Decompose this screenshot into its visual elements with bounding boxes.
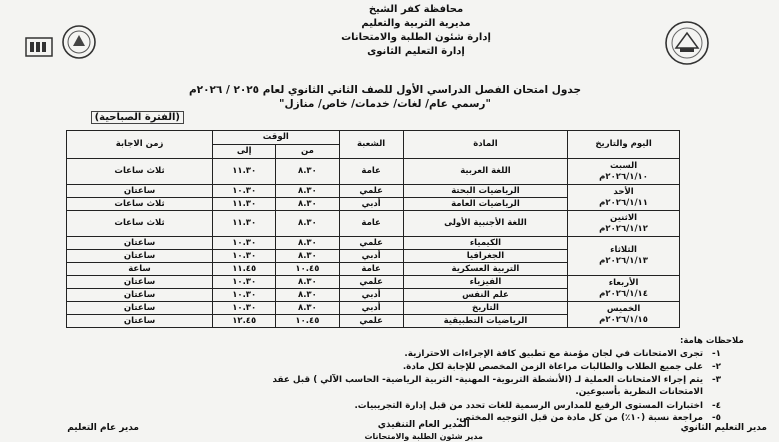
division-cell: علمي bbox=[339, 276, 403, 289]
notes-title: ملاحظات هامة: bbox=[680, 336, 744, 346]
division-cell: أدبي bbox=[339, 302, 403, 315]
signature-title: المدير العام التنفيذي bbox=[377, 420, 470, 430]
division-cell: علمي bbox=[339, 237, 403, 250]
document-title: جدول امتحان الفصل الدراسي الأول للصف الثاني الثانوي لعام ٢٠٢٥ / ٢٠٢٦م bbox=[188, 84, 582, 96]
duration-cell: ساعتان bbox=[67, 237, 213, 250]
header-division: الشعبة bbox=[339, 131, 403, 159]
header-line: إدارة التعليم الثانوى bbox=[367, 46, 465, 57]
subject-cell: الكيمياء bbox=[403, 237, 567, 250]
day-cell bbox=[568, 237, 680, 276]
note-item bbox=[404, 349, 721, 359]
table-row bbox=[67, 302, 680, 315]
duration-cell: ساعتان bbox=[67, 289, 213, 302]
to-cell: ١٠.٣٠ bbox=[213, 185, 276, 198]
day-date: ٢٠٢٦/١/١٣م bbox=[599, 256, 648, 266]
division-cell: أدبي bbox=[339, 198, 403, 211]
table-row bbox=[67, 276, 680, 289]
day-name: الاثنين bbox=[610, 212, 638, 223]
note-text: تجرى الامتحانات في لجان مؤمنة مع تطبيق كافة الإجراءات الاحترازية. bbox=[404, 349, 703, 359]
note-text: يتم إجراء الامتحانات العملية لـ (الأنشطة التربوية- المهنية- التربية الرياضية- الحاسب الآلي ) قبل عقد bbox=[272, 375, 703, 385]
document-subtitle: "رسمي عام/ لغات/ خدمات/ خاص/ منازل" bbox=[279, 98, 491, 110]
to-cell: ١٢.٤٥ bbox=[213, 315, 276, 328]
note-number: ٢- bbox=[711, 362, 721, 372]
header-time: الوقت bbox=[213, 131, 339, 145]
from-cell: ٨.٣٠ bbox=[276, 276, 339, 289]
note-number: ٥- bbox=[711, 413, 721, 423]
subject-cell: الفيزياء bbox=[403, 276, 567, 289]
day-cell bbox=[568, 276, 680, 302]
note-text: الامتحانات النظرية بأسبوعين. bbox=[575, 387, 703, 397]
from-cell: ٨.٣٠ bbox=[276, 198, 339, 211]
day-date: ٢٠٢٦/١/١٢م bbox=[599, 223, 648, 234]
subject-cell: علم النفس bbox=[403, 289, 567, 302]
division-cell: أدبي bbox=[339, 250, 403, 263]
subject-cell: اللغة العربية bbox=[403, 159, 567, 185]
note-text: مراجعة نسبة (١٠٪) من كل مادة من قبل التوجيه المختص. bbox=[455, 413, 703, 423]
ministry-logo bbox=[24, 24, 98, 60]
to-cell: ١١.٤٥ bbox=[213, 263, 276, 276]
header-subject: المادة bbox=[403, 131, 567, 159]
day-name: الخميس bbox=[606, 303, 641, 314]
to-cell: ١٠.٣٠ bbox=[213, 302, 276, 315]
to-cell: ١١.٣٠ bbox=[213, 159, 276, 185]
header-block bbox=[311, 3, 521, 59]
division-cell: عامة bbox=[339, 211, 403, 237]
table-row bbox=[67, 185, 680, 198]
header-line: مديرية التربية والتعليم bbox=[361, 18, 471, 29]
to-cell: ١١.٣٠ bbox=[213, 198, 276, 211]
duration-cell: ساعتان bbox=[67, 276, 213, 289]
subject-cell: اللغة الأجنبية الأولى bbox=[403, 211, 567, 237]
day-date: ٢٠٢٦/١/١١م bbox=[599, 197, 648, 208]
table-row bbox=[67, 159, 680, 185]
from-cell: ١٠.٤٥ bbox=[276, 263, 339, 276]
period-label: (الفترة الصباحية) bbox=[91, 111, 184, 124]
note-number: ١- bbox=[711, 349, 721, 359]
to-cell: ١٠.٣٠ bbox=[213, 237, 276, 250]
subject-cell: التاريخ bbox=[403, 302, 567, 315]
duration-cell: ساعتان bbox=[67, 185, 213, 198]
day-date: ٢٠٢٦/١/١٤م bbox=[599, 288, 648, 299]
exam-schedule-table bbox=[66, 130, 680, 328]
from-cell: ٨.٣٠ bbox=[276, 302, 339, 315]
division-cell: عامة bbox=[339, 159, 403, 185]
signature-title: مدير عام التعليم bbox=[67, 423, 139, 433]
from-cell: ٨.٣٠ bbox=[276, 211, 339, 237]
day-date: ٢٠٢٦/١/١٥م bbox=[599, 314, 648, 325]
header-day-date: اليوم والتاريخ bbox=[568, 131, 680, 159]
schedule-body bbox=[67, 159, 680, 328]
governorate-logo bbox=[664, 20, 710, 66]
subject-cell: الرياضيات العامة bbox=[403, 198, 567, 211]
subject-cell: الرياضيات البحتة bbox=[403, 185, 567, 198]
duration-cell: ثلاث ساعات bbox=[67, 198, 213, 211]
division-cell: أدبي bbox=[339, 289, 403, 302]
signature-block bbox=[67, 423, 139, 434]
day-name: الأربعاء bbox=[608, 277, 639, 288]
from-cell: ١٠.٤٥ bbox=[276, 315, 339, 328]
day-cell bbox=[568, 211, 680, 237]
to-cell: ١١.٣٠ bbox=[213, 211, 276, 237]
division-cell: عامة bbox=[339, 263, 403, 276]
header-line: محافظة كفر الشيخ bbox=[368, 4, 464, 15]
to-cell: ١٠.٣٠ bbox=[213, 289, 276, 302]
from-cell: ٨.٣٠ bbox=[276, 289, 339, 302]
note-item bbox=[354, 401, 721, 411]
note-item bbox=[403, 362, 721, 372]
table-row bbox=[67, 211, 680, 237]
day-cell bbox=[568, 302, 680, 328]
signature-block bbox=[681, 423, 767, 434]
division-cell: علمي bbox=[339, 315, 403, 328]
duration-cell: ساعتان bbox=[67, 302, 213, 315]
note-item bbox=[575, 387, 721, 397]
to-cell: ١٠.٣٠ bbox=[213, 250, 276, 263]
header-duration: زمن الاجابة bbox=[67, 131, 213, 159]
signature-subtitle: مدير شئون الطلبة والامتحانات bbox=[364, 432, 483, 441]
from-cell: ٨.٣٠ bbox=[276, 159, 339, 185]
note-item bbox=[456, 413, 721, 423]
day-cell bbox=[568, 185, 680, 211]
header-from: من bbox=[276, 145, 339, 159]
division-cell: علمي bbox=[339, 185, 403, 198]
subject-cell: التربية العسكرية bbox=[403, 263, 567, 276]
duration-cell: ساعة bbox=[67, 263, 213, 276]
subject-cell: الرياضيات التطبيقية bbox=[403, 315, 567, 328]
table-row bbox=[67, 237, 680, 250]
subject-cell: الجغرافيا bbox=[403, 250, 567, 263]
note-number: ٣- bbox=[711, 375, 721, 385]
from-cell: ٨.٣٠ bbox=[276, 185, 339, 198]
duration-cell: ثلاث ساعات bbox=[67, 159, 213, 185]
note-text: على جميع الطلاب والطالبات مراعاة الزمن المخصص للإجابة لكل مادة. bbox=[402, 362, 703, 372]
header-to: إلى bbox=[213, 145, 276, 159]
duration-cell: ساعتان bbox=[67, 250, 213, 263]
to-cell: ١٠.٣٠ bbox=[213, 276, 276, 289]
note-item bbox=[272, 375, 721, 385]
from-cell: ٨.٣٠ bbox=[276, 250, 339, 263]
note-number: ٤- bbox=[711, 401, 721, 411]
day-name: الثلاثاء bbox=[610, 245, 637, 255]
duration-cell: ثلاث ساعات bbox=[67, 211, 213, 237]
note-text: اختبارات المستوى الرفيع للمدارس الرسمية للغات تحدد من قبل إدارة التجريبيات. bbox=[354, 401, 703, 411]
day-date: ٢٠٢٦/١/١٠م bbox=[599, 171, 648, 182]
header-line: إدارة شئون الطلبة والامتحانات bbox=[341, 32, 491, 43]
from-cell: ٨.٣٠ bbox=[276, 237, 339, 250]
day-name: الأحد bbox=[613, 186, 634, 197]
day-name: السبت bbox=[609, 160, 638, 171]
day-cell bbox=[568, 159, 680, 185]
signature-title: مدير التعليم الثانوي bbox=[680, 423, 767, 433]
duration-cell: ساعتان bbox=[67, 315, 213, 328]
